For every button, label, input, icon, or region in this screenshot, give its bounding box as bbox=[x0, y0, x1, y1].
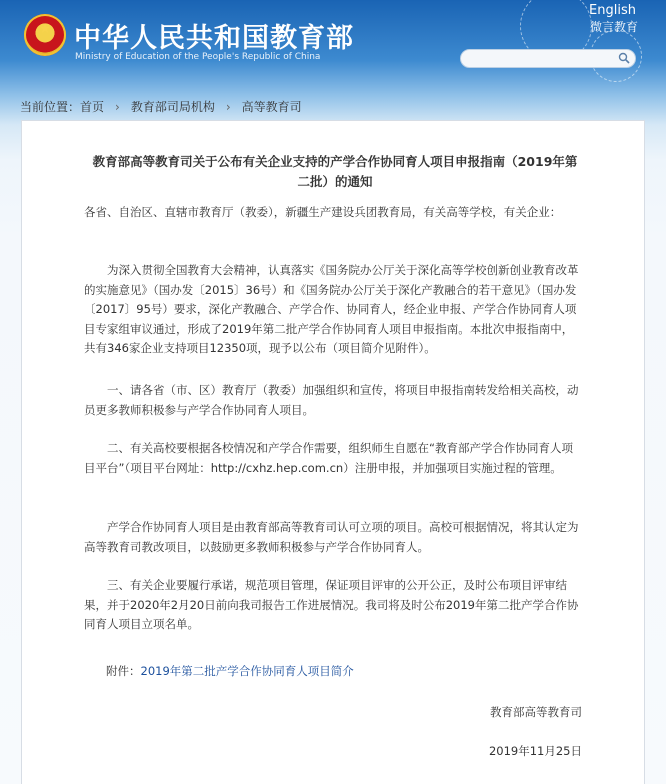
search-input[interactable] bbox=[469, 52, 613, 67]
english-link[interactable]: English bbox=[589, 3, 636, 18]
attachment-label: 附件： bbox=[106, 664, 141, 678]
article-date: 2019年11月25日 bbox=[488, 744, 582, 758]
breadcrumb-label: 当前位置： bbox=[20, 100, 81, 114]
national-emblem-icon bbox=[24, 14, 66, 56]
breadcrumb bbox=[20, 98, 302, 115]
breadcrumb-higher-education[interactable]: 高等教育司 bbox=[241, 100, 302, 114]
breadcrumb-home[interactable]: 首页 bbox=[80, 100, 105, 114]
star-icon: ★ bbox=[38, 21, 52, 37]
search-box bbox=[460, 49, 636, 68]
article-signature: 教育部高等教育司 bbox=[490, 705, 582, 719]
article-paragraph: 为深入贯彻全国教育大会精神，认真落实《国务院办公厅关于深化高等学校创新创业教育改革的实施意见》（国办发〔2015〕36号）和《国务院办公厅关于深化产教融合的若干意见》（国办发〔2017〕95号）要求，深化产教融合、产学合作、协同育人，经企业申报、产学合作协同育人项目专家组审议通过，形成了2019年第二批产学合作协同育人项目申报指南。本批次申报指南中，共有346家企业支持项目12350项，现予以公布（项目简介见附件）。 bbox=[84, 263, 579, 355]
site-title: 中华人民共和国教育部 bbox=[74, 23, 354, 54]
breadcrumb-separator: › bbox=[225, 100, 231, 114]
search-icon[interactable] bbox=[618, 52, 630, 64]
site-subtitle: Ministry of Education of the People's Republic of China bbox=[75, 52, 321, 62]
article-panel bbox=[21, 120, 645, 784]
article-paragraph: 二、有关高校要根据各校情况和产学合作需要，组织师生自愿在“教育部产学合作协同育人项目平台”（项目平台网址：http://cxhz.hep.com.cn）注册申报，并加强项目实施过程的管理。 bbox=[84, 441, 573, 475]
article-paragraph: 三、有关企业要履行承诺，规范项目管理，保证项目评审的公开公正，及时公布项目评审结果，并于2020年2月20日前向我司报告工作进展情况。我司将及时公布2019年第二批产学合作协同育人项目立项名单。 bbox=[84, 578, 579, 631]
article-paragraph: 一、请各省（市、区）教育厅（教委）加强组织和宣传，将项目申报指南转发给相关高校，动员更多教师积极参与产学合作协同育人项目。 bbox=[84, 383, 579, 417]
article-title: 教育部高等教育司关于公布有关企业支持的产学合作协同育人项目申报指南（2019年第二批）的通知 bbox=[92, 154, 578, 189]
article-paragraph: 产学合作协同育人项目是由教育部高等教育司认可立项的项目。高校可根据情况，将其认定为高等教育司教改项目，以鼓励更多教师积极参与产学合作协同育人。 bbox=[84, 520, 579, 554]
breadcrumb-separator: › bbox=[115, 100, 120, 114]
breadcrumb-bureaus[interactable]: 教育部司局机构 bbox=[130, 100, 215, 114]
wechat-link[interactable]: 微言教育 bbox=[589, 20, 638, 34]
attachment-link[interactable]: 2019年第二批产学合作协同育人项目简介 bbox=[140, 664, 354, 678]
article-salutation: 各省、自治区、直辖市教育厅（教委），新疆生产建设兵团教育局，有关高等学校，有关企业： bbox=[84, 205, 562, 219]
site-header bbox=[0, 0, 666, 90]
attachment-line bbox=[106, 663, 354, 679]
